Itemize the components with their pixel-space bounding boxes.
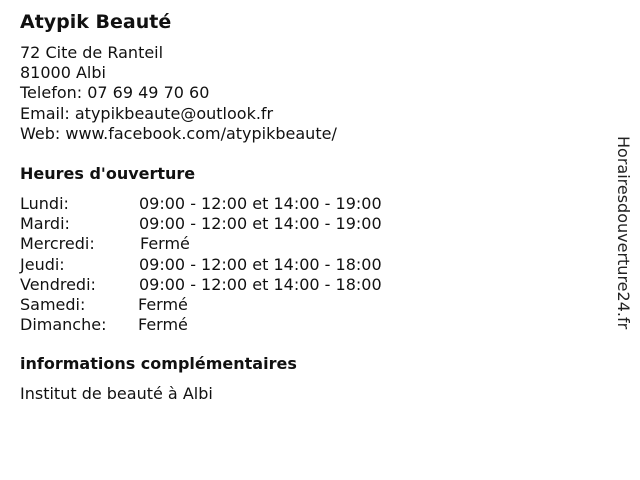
day-hours: Fermé	[138, 294, 188, 314]
site-watermark: Horairesdouverture24.fr	[614, 136, 633, 330]
phone-number: Telefon: 07 69 49 70 60	[20, 83, 210, 103]
day-hours: 09:00 - 12:00 et 14:00 - 19:00	[139, 194, 382, 213]
day-label: Vendredi:	[20, 274, 96, 294]
opening-hours-heading: Heures d'ouverture	[20, 164, 196, 183]
day-hours: Fermé	[140, 234, 190, 254]
day-label: Lundi:	[20, 194, 69, 213]
website-address: Web: www.facebook.com/atypikbeaute/	[20, 123, 337, 143]
day-hours: 09:00 - 12:00 et 14:00 - 18:00	[139, 274, 382, 294]
day-label: Dimanche:	[20, 315, 107, 335]
contact-block	[20, 43, 337, 144]
city-address: 81000 Albi	[20, 63, 106, 83]
day-label: Samedi:	[20, 294, 86, 314]
street-address: 72 Cite de Ranteil	[20, 43, 164, 62]
day-label: Jeudi:	[20, 254, 65, 274]
day-hours: 09:00 - 12:00 et 14:00 - 18:00	[139, 254, 382, 274]
day-label: Mercredi:	[20, 234, 95, 254]
email-address: Email: atypikbeaute@outlook.fr	[20, 103, 274, 123]
additional-info-heading: informations complémentaires	[20, 354, 297, 373]
day-label: Mardi:	[20, 214, 70, 234]
business-name: Atypik Beauté	[20, 11, 172, 33]
additional-info-text: Institut de beauté à Albi	[20, 384, 213, 403]
day-hours: Fermé	[138, 315, 188, 335]
day-hours: 09:00 - 12:00 et 14:00 - 19:00	[139, 214, 382, 234]
